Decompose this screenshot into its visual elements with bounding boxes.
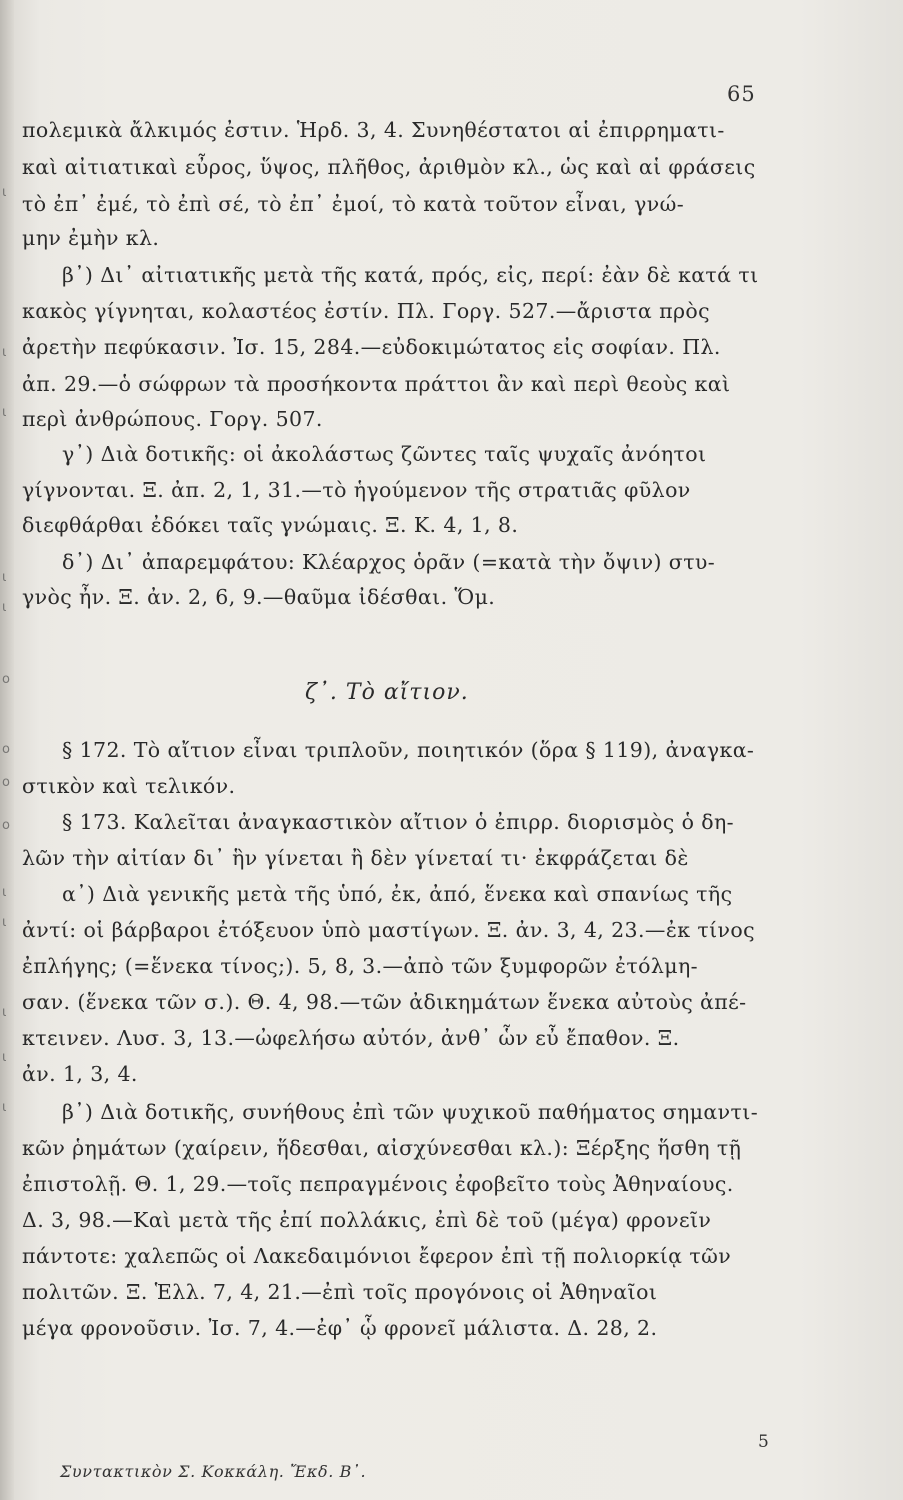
text-line: λῶν τὴν αἰτίαν δι᾽ ἣν γίνεται ἢ δὲν γίνεταί τι· ἐκφράζεται δὲ bbox=[22, 846, 689, 870]
page-number: 65 bbox=[727, 82, 756, 106]
text-line: ἀρετὴν πεφύκασιν. Ἰσ. 15, 284.—εὐδοκιμώτατος εἰς σοφίαν. Πλ. bbox=[22, 335, 721, 359]
margin-mark: ο bbox=[2, 818, 10, 833]
text-line: γίγνονται. Ξ. ἀπ. 2, 1, 31.—τὸ ἡγούμενον τῆς στρατιᾶς φῦλον bbox=[22, 478, 691, 502]
text-line: πάντοτε: χαλεπῶς οἱ Λακεδαιμόνιοι ἔφερον ἐπὶ τῇ πολιορκίᾳ τῶν bbox=[22, 1244, 732, 1268]
margin-mark: ι bbox=[2, 915, 7, 930]
signature-mark: 5 bbox=[758, 1432, 769, 1452]
text-line: διεφθάρθαι ἐδόκει ταῖς γνώμαις. Ξ. Κ. 4, 1, 8. bbox=[22, 513, 519, 537]
text-line: κῶν ῥημάτων (χαίρειν, ἥδεσθαι, αἰσχύνεσθαι κλ.): Ξέρξης ἥσθη τῇ bbox=[22, 1136, 742, 1160]
text-line: περὶ ἀνθρώπους. Γοργ. 507. bbox=[22, 407, 323, 431]
footer-title: Συντακτικὸν Σ. Κοκκάλη. Ἔκδ. Β᾽. bbox=[60, 1462, 367, 1481]
text-line: ἐπλήγης; (=ἕνεκα τίνος;). 5, 8, 3.—ἀπὸ τῶν ξυμφορῶν ἐτόλμη- bbox=[22, 954, 698, 978]
text-line: σαν. (ἕνεκα τῶν σ.). Θ. 4, 98.—τῶν ἀδικημάτων ἕνεκα αὐτοὺς ἀπέ- bbox=[22, 990, 747, 1014]
text-line: πολεμικὰ ἄλκιμός ἐστιν. Ἡρδ. 3, 4. Συνηθέστατοι αἱ ἐπιρρηματι- bbox=[22, 118, 725, 142]
text-line: καὶ αἰτιατικαὶ εὖρος, ὕψος, πλῆθος, ἀριθμὸν κλ., ὡς καὶ αἱ φράσεις bbox=[22, 155, 756, 179]
text-line: ἐπιστολῇ. Θ. 1, 29.—τοῖς πεπραγμένοις ἐφοβεῖτο τοὺς Ἀθηναίους. bbox=[22, 1172, 734, 1196]
text-line: γ᾽) Διὰ δοτικῆς: οἱ ἀκολάστως ζῶντες ταῖς ψυχαῖς ἀνόητοι bbox=[62, 442, 707, 466]
text-line: ἀντί: οἱ βάρβαροι ἐτόξευον ὑπὸ μαστίγων. Ξ. ἀν. 3, 4, 23.—ἐκ τίνος bbox=[22, 918, 756, 942]
text-line: Δ. 3, 98.—Καὶ μετὰ τῆς ἐπί πολλάκις, ἐπὶ δὲ τοῦ (μέγα) φρονεῖν bbox=[22, 1208, 712, 1232]
margin-mark: ι bbox=[2, 600, 7, 615]
text-line: ἀπ. 29.—ὁ σώφρων τὰ προσήκοντα πράττοι ἂν καὶ περὶ θεοὺς καὶ bbox=[22, 372, 731, 396]
margin-mark: ι bbox=[2, 570, 7, 585]
margin-mark: ι bbox=[2, 405, 7, 420]
text-line: κακὸς γίγνηται, κολαστέος ἐστίν. Πλ. Γοργ. 527.—ἄριστα πρὸς bbox=[22, 299, 711, 323]
margin-mark: ι bbox=[2, 1050, 7, 1065]
text-line: μέγα φρονοῦσιν. Ἰσ. 7, 4.—ἐφ᾽ ᾧ φρονεῖ μάλιστα. Δ. 28, 2. bbox=[22, 1316, 658, 1340]
text-line: ἀν. 1, 3, 4. bbox=[22, 1062, 138, 1086]
text-line: β᾽) Διὰ δοτικῆς, συνήθους ἐπὶ τῶν ψυχικοῦ παθήματος σημαντι- bbox=[62, 1100, 759, 1124]
text-line: § 172. Τὸ αἴτιον εἶναι τριπλοῦν, ποιητικόν (ὅρα § 119), ἀναγκα- bbox=[62, 738, 755, 762]
text-line: κτεινεν. Λυσ. 3, 13.—ὠφελήσω αὐτόν, ἀνθ᾽ ὧν εὖ ἔπαθον. Ξ. bbox=[22, 1026, 680, 1050]
text-line: τὸ ἐπ᾽ ἐμέ, τὸ ἐπὶ σέ, τὸ ἐπ᾽ ἐμοί, τὸ κατὰ τοῦτον εἶναι, γνώ- bbox=[22, 192, 685, 216]
margin-mark: ι bbox=[2, 345, 7, 360]
section-heading: ζ᾽. Τὸ αἴτιον. bbox=[305, 680, 469, 705]
margin-mark: ι bbox=[2, 885, 7, 900]
margin-mark: ο bbox=[2, 672, 10, 687]
margin-mark: ο bbox=[2, 742, 10, 757]
text-line: β᾽) Δι᾽ αἰτιατικῆς μετὰ τῆς κατά, πρός, εἰς, περί: ἐὰν δὲ κατά τι bbox=[62, 263, 759, 287]
text-line: γνὸς ἦν. Ξ. ἀν. 2, 6, 9.—θαῦμα ἰδέσθαι. Ὅμ. bbox=[22, 585, 496, 609]
text-line: μην ἐμὴν κλ. bbox=[22, 226, 160, 250]
margin-mark: ι bbox=[2, 1005, 7, 1020]
margin-mark: ι bbox=[2, 1100, 7, 1115]
margin-mark: ο bbox=[2, 775, 10, 790]
text-line: § 173. Καλεῖται ἀναγκαστικὸν αἴτιον ὁ ἐπιρρ. διορισμὸς ὁ δη- bbox=[62, 810, 735, 834]
text-line: πολιτῶν. Ξ. Ἑλλ. 7, 4, 21.—ἐπὶ τοῖς προγόνοις οἱ Ἀθηναῖοι bbox=[22, 1280, 658, 1304]
text-line: στικὸν καὶ τελικόν. bbox=[22, 774, 236, 798]
text-line: α᾽) Διὰ γενικῆς μετὰ τῆς ὑπό, ἐκ, ἀπό, ἕνεκα καὶ σπανίως τῆς bbox=[62, 882, 733, 906]
text-line: δ᾽) Δι᾽ ἀπαρεμφάτου: Κλέαρχος ὁρᾶν (=κατὰ τὴν ὄψιν) στυ- bbox=[62, 550, 716, 574]
margin-mark: ι bbox=[2, 185, 7, 200]
